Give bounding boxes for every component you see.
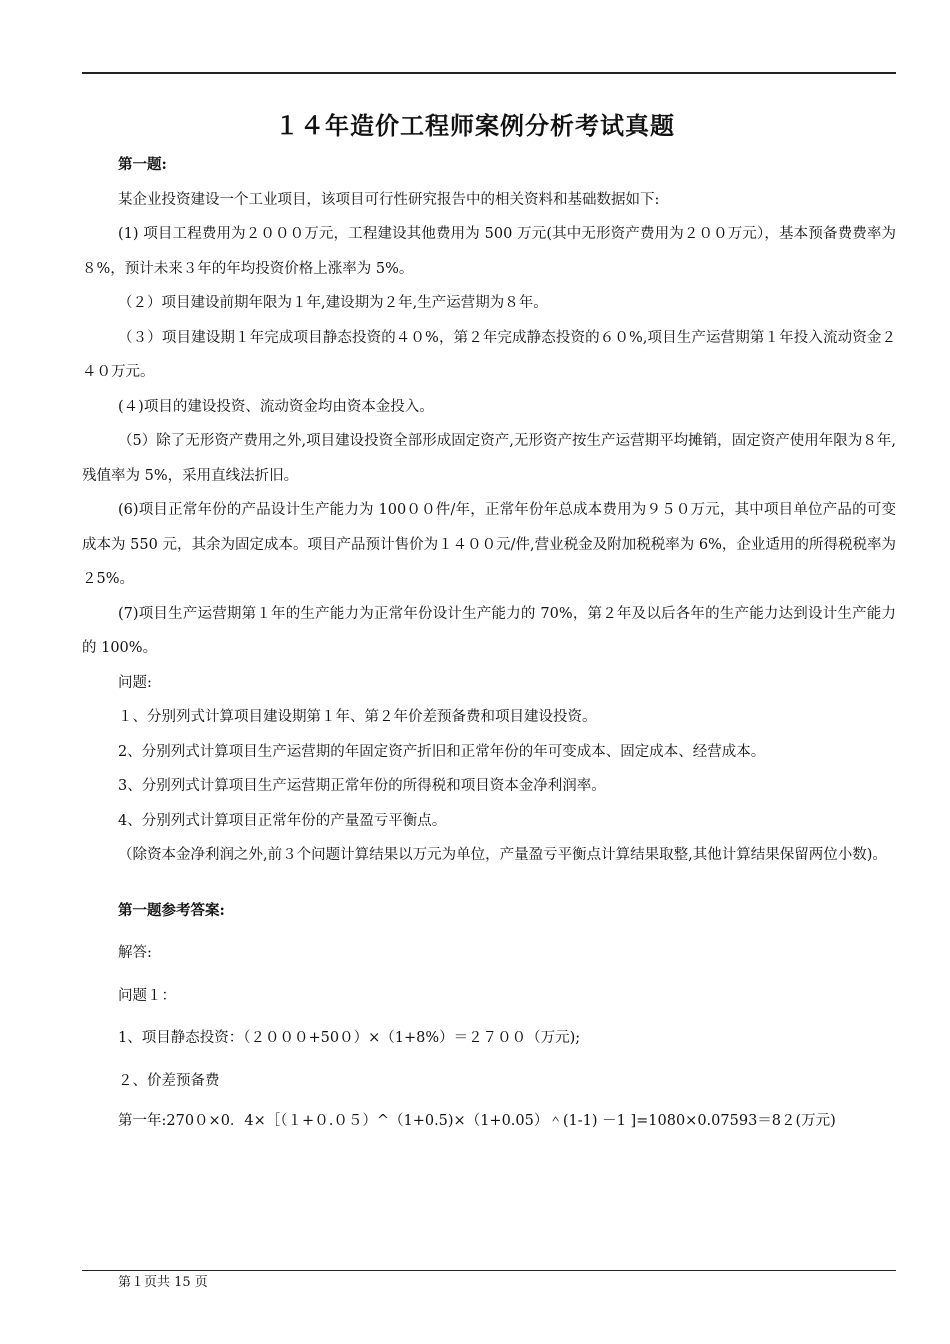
item-6: (6)项目正常年份的产品设计生产能力为 100００件/年，正常年份年总成本费用为９５０万元，其中项目单位产品的可变成本为 550 元，其余为固定成本。项目产品预计售价为１４００元/件,营业税金及附加税税率为 6%，企业适用的所得税税率为２5%。 — [82, 502, 896, 587]
answer-question-1: 问题１： — [118, 987, 176, 1004]
item-1: (1) 项目工程费用为２０００万元，工程建设其他费用为 500 万元(其中无形资产费用为２００万元），基本预备费费率为８%，预计未来３年的年均投资价格上涨率为 5%。 — [82, 226, 896, 277]
questions-label: 问题: — [118, 674, 152, 691]
item-5: （5）除了无形资产费用之外,项目建设投资全部形成固定资产,无形资产按生产运营期平均摊销，固定资产使用年限为８年,残值率为 5%，采用直线法折旧。 — [82, 433, 896, 484]
question-1: １、分别列式计算项目建设期第１年、第２年价差预备费和项目建设投资。 — [118, 709, 597, 725]
question-3: 3、分别列式计算项目生产运营期正常年份的所得税和项目资本金净利润率。 — [118, 778, 606, 794]
document-title: １４年造价工程师案例分析考试真题 — [275, 111, 675, 140]
answer-label: 解答: — [118, 945, 152, 961]
document-body — [82, 148, 896, 1135]
header-rule — [82, 72, 896, 74]
item-4: (４)项目的建设投资、流动资金均由资本金投入。 — [118, 398, 434, 415]
item-7: (7)项目生产运营期第１年的生产能力为正常年份设计生产能力的 70%，第２年及以后各年的生产能力达到设计生产能力的 100%。 — [82, 605, 896, 656]
item-2: （２）项目建设前期年限为１年,建设期为２年,生产运营期为８年。 — [118, 295, 548, 311]
intro-paragraph: 某企业投资建设一个工业项目，该项目可行性研究报告中的相关资料和基础数据如下: — [118, 191, 660, 208]
answer-line-1: 1、项目静态投资：（２０００+50０）×（1+8%）＝２７００（万元); — [118, 1030, 581, 1046]
page-number: 第１页共 15 页 — [118, 1275, 208, 1290]
section-title: 第一题: — [118, 156, 167, 173]
item-3: （３）项目建设期１年完成项目静态投资的４０%，第２年完成静态投资的６０%,项目生产运营期第１年投入流动资金２４０万元。 — [82, 329, 896, 380]
question-2: 2、分别列式计算项目生产运营期的年固定资产折旧和正常年份的年可变成本、固定成本、经营成本。 — [118, 743, 766, 760]
answer-line-2: ２、价差预备费 — [118, 1072, 220, 1089]
footer-rule — [82, 1270, 896, 1271]
calculation-note: （除资本金净利润之外,前３个问题计算结果以万元为单位，产量盈亏平衡点计算结果取整,其他计算结果保留两位小数)。 — [118, 847, 887, 863]
question-4: 4、分别列式计算项目正常年份的产量盈亏平衡点。 — [118, 812, 447, 829]
answer-line-3: 第一年:270０×0．4×［（１+０.０５）^（1+0.5)×（1+0.05）＾(1-1) －1 ]=1080×0.07593＝8２(万元) — [118, 1113, 836, 1129]
answer-title: 第一题参考答案: — [118, 901, 225, 919]
